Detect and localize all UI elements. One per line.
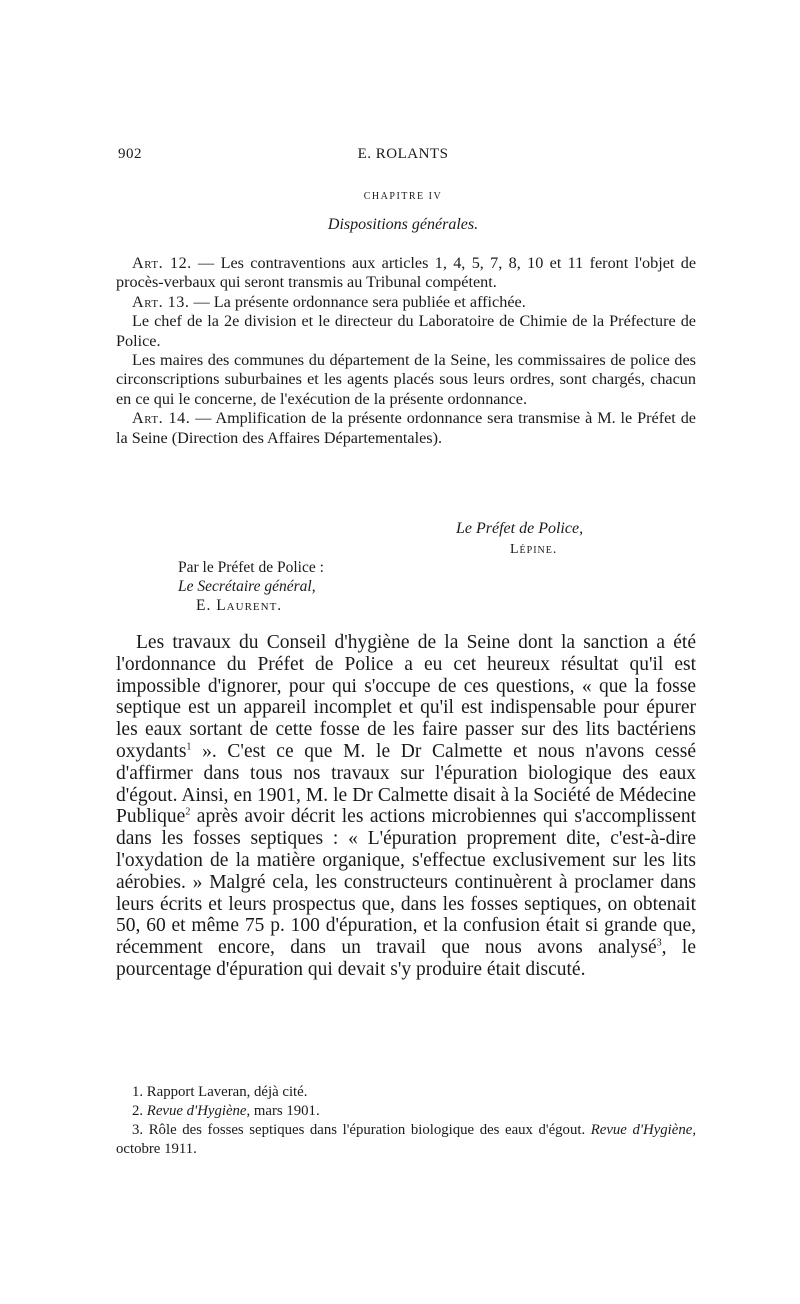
article-12-label: Art. 12.	[132, 254, 192, 272]
footnote-3-text: Rôle des fosses septiques dans l'épuration biologique des eaux d'égout.	[148, 1122, 591, 1138]
article-12	[116, 254, 696, 293]
footnote-2-journal: Revue d'Hygiène	[146, 1103, 247, 1119]
article-13-text: — La présente ordonnance sera publiée et affichée.	[189, 292, 526, 311]
footnote-ref-3: 3	[656, 937, 662, 949]
footnote-3-date: , octobre 1911.	[116, 1122, 697, 1157]
footnote-2-date: , mars 1901.	[246, 1103, 320, 1119]
page-number: 902	[118, 146, 142, 162]
chapter-label: CHAPITRE IV	[363, 191, 443, 202]
countersign-line-1: Par le Préfet de Police :	[178, 559, 324, 576]
countersign-line-2: Le Secrétaire général,	[178, 578, 316, 595]
countersignature	[178, 558, 324, 615]
footnote-3-journal: Revue d'Hygiène	[590, 1122, 693, 1138]
main-text-part-1: Les travaux du Conseil d'hygiène de la Seine dont la sanction a été l'ordonnance du Préfet de Police a eu cet heureux résultat qu'il est impossible d'ignorer, pour qui s'occupe de ces questions, « que la fosse septique est un appareil incomplet et qu'il est indispensable pour épurer les eaux sortant de cette fosse de les faire passer sur des lits bactériens oxydants	[116, 632, 696, 762]
footnote-ref-2: 2	[185, 806, 191, 818]
main-text-part-4: , le pourcentage d'épuration qui devait s'y produire était discuté.	[116, 937, 696, 980]
article-13-label: Art. 13.	[132, 292, 190, 311]
running-head-author: E. ROLANTS	[357, 146, 449, 162]
main-paragraph	[116, 632, 696, 981]
ordinance-articles	[116, 254, 696, 448]
footnote-2-number: 2.	[132, 1103, 147, 1119]
footnote-2	[116, 1102, 696, 1121]
footnotes	[116, 1083, 696, 1159]
paragraph-maires: Les maires des communes du département de la Seine, les commissaires de police des circonscriptions suburbaines et les agents placés sous leurs ordres, sont chargés, chacun en ce qui le concerne, de l'exécution de la présente ordonnance.	[116, 351, 696, 408]
paragraph-chef-division: Le chef de la 2e division et le directeur du Laboratoire de Chimie de la Préfecture de Police.	[116, 312, 696, 350]
main-text-part-3: après avoir décrit les actions microbiennes qui s'accomplissent dans les fosses septiques : « L'épuration proprement dite, c'est-à-dire l'oxydation de la matière organique, s'effectue exclusivement sur les lits aérobies. » Malgré cela, les constructeurs continuèrent à proclamer dans leurs écrits et leurs prospectus que, dans les fosses septiques, on obtenait 50, 60 et même 75 p. 100 d'épuration, et la confusion était si grande que, récemment encore, dans un travail que nous avons analysé	[116, 806, 696, 959]
signature-title: Le Préfet de Police,	[456, 520, 584, 537]
main-text-part-2: ». C'est ce que M. le Dr Calmette et nous n'avons cessé d'affirmer dans tous nos travaux sur l'épuration biologique des eaux d'égout. Ainsi, en 1901, M. le Dr Calmette disait à la Société de Médecine Publique	[116, 740, 696, 828]
running-head	[118, 146, 688, 168]
footnote-3-number: 3.	[132, 1122, 149, 1138]
article-14-text: — Amplification de la présente ordonnance sera transmise à M. le Préfet de la Seine (Direction des Affaires Départementales).	[116, 409, 696, 447]
article-14	[116, 409, 696, 448]
article-13	[116, 293, 696, 312]
article-14-label: Art. 14.	[132, 409, 191, 428]
footnote-ref-1: 1	[186, 741, 192, 753]
article-12-text: — Les contraventions aux articles 1, 4, 5, 7, 8, 10 et 11 feront l'objet de procès-verbaux qui seront transmis au Tribunal compétent.	[116, 254, 696, 292]
section-title: Dispositions générales.	[327, 216, 479, 233]
footnote-1: 1. Rapport Laveran, déjà cité.	[132, 1084, 308, 1100]
prefect-signature	[456, 518, 583, 560]
footnote-3	[116, 1121, 696, 1159]
countersign-line-3: E. Laurent.	[196, 597, 283, 614]
signature-name: Lépine.	[510, 542, 558, 557]
